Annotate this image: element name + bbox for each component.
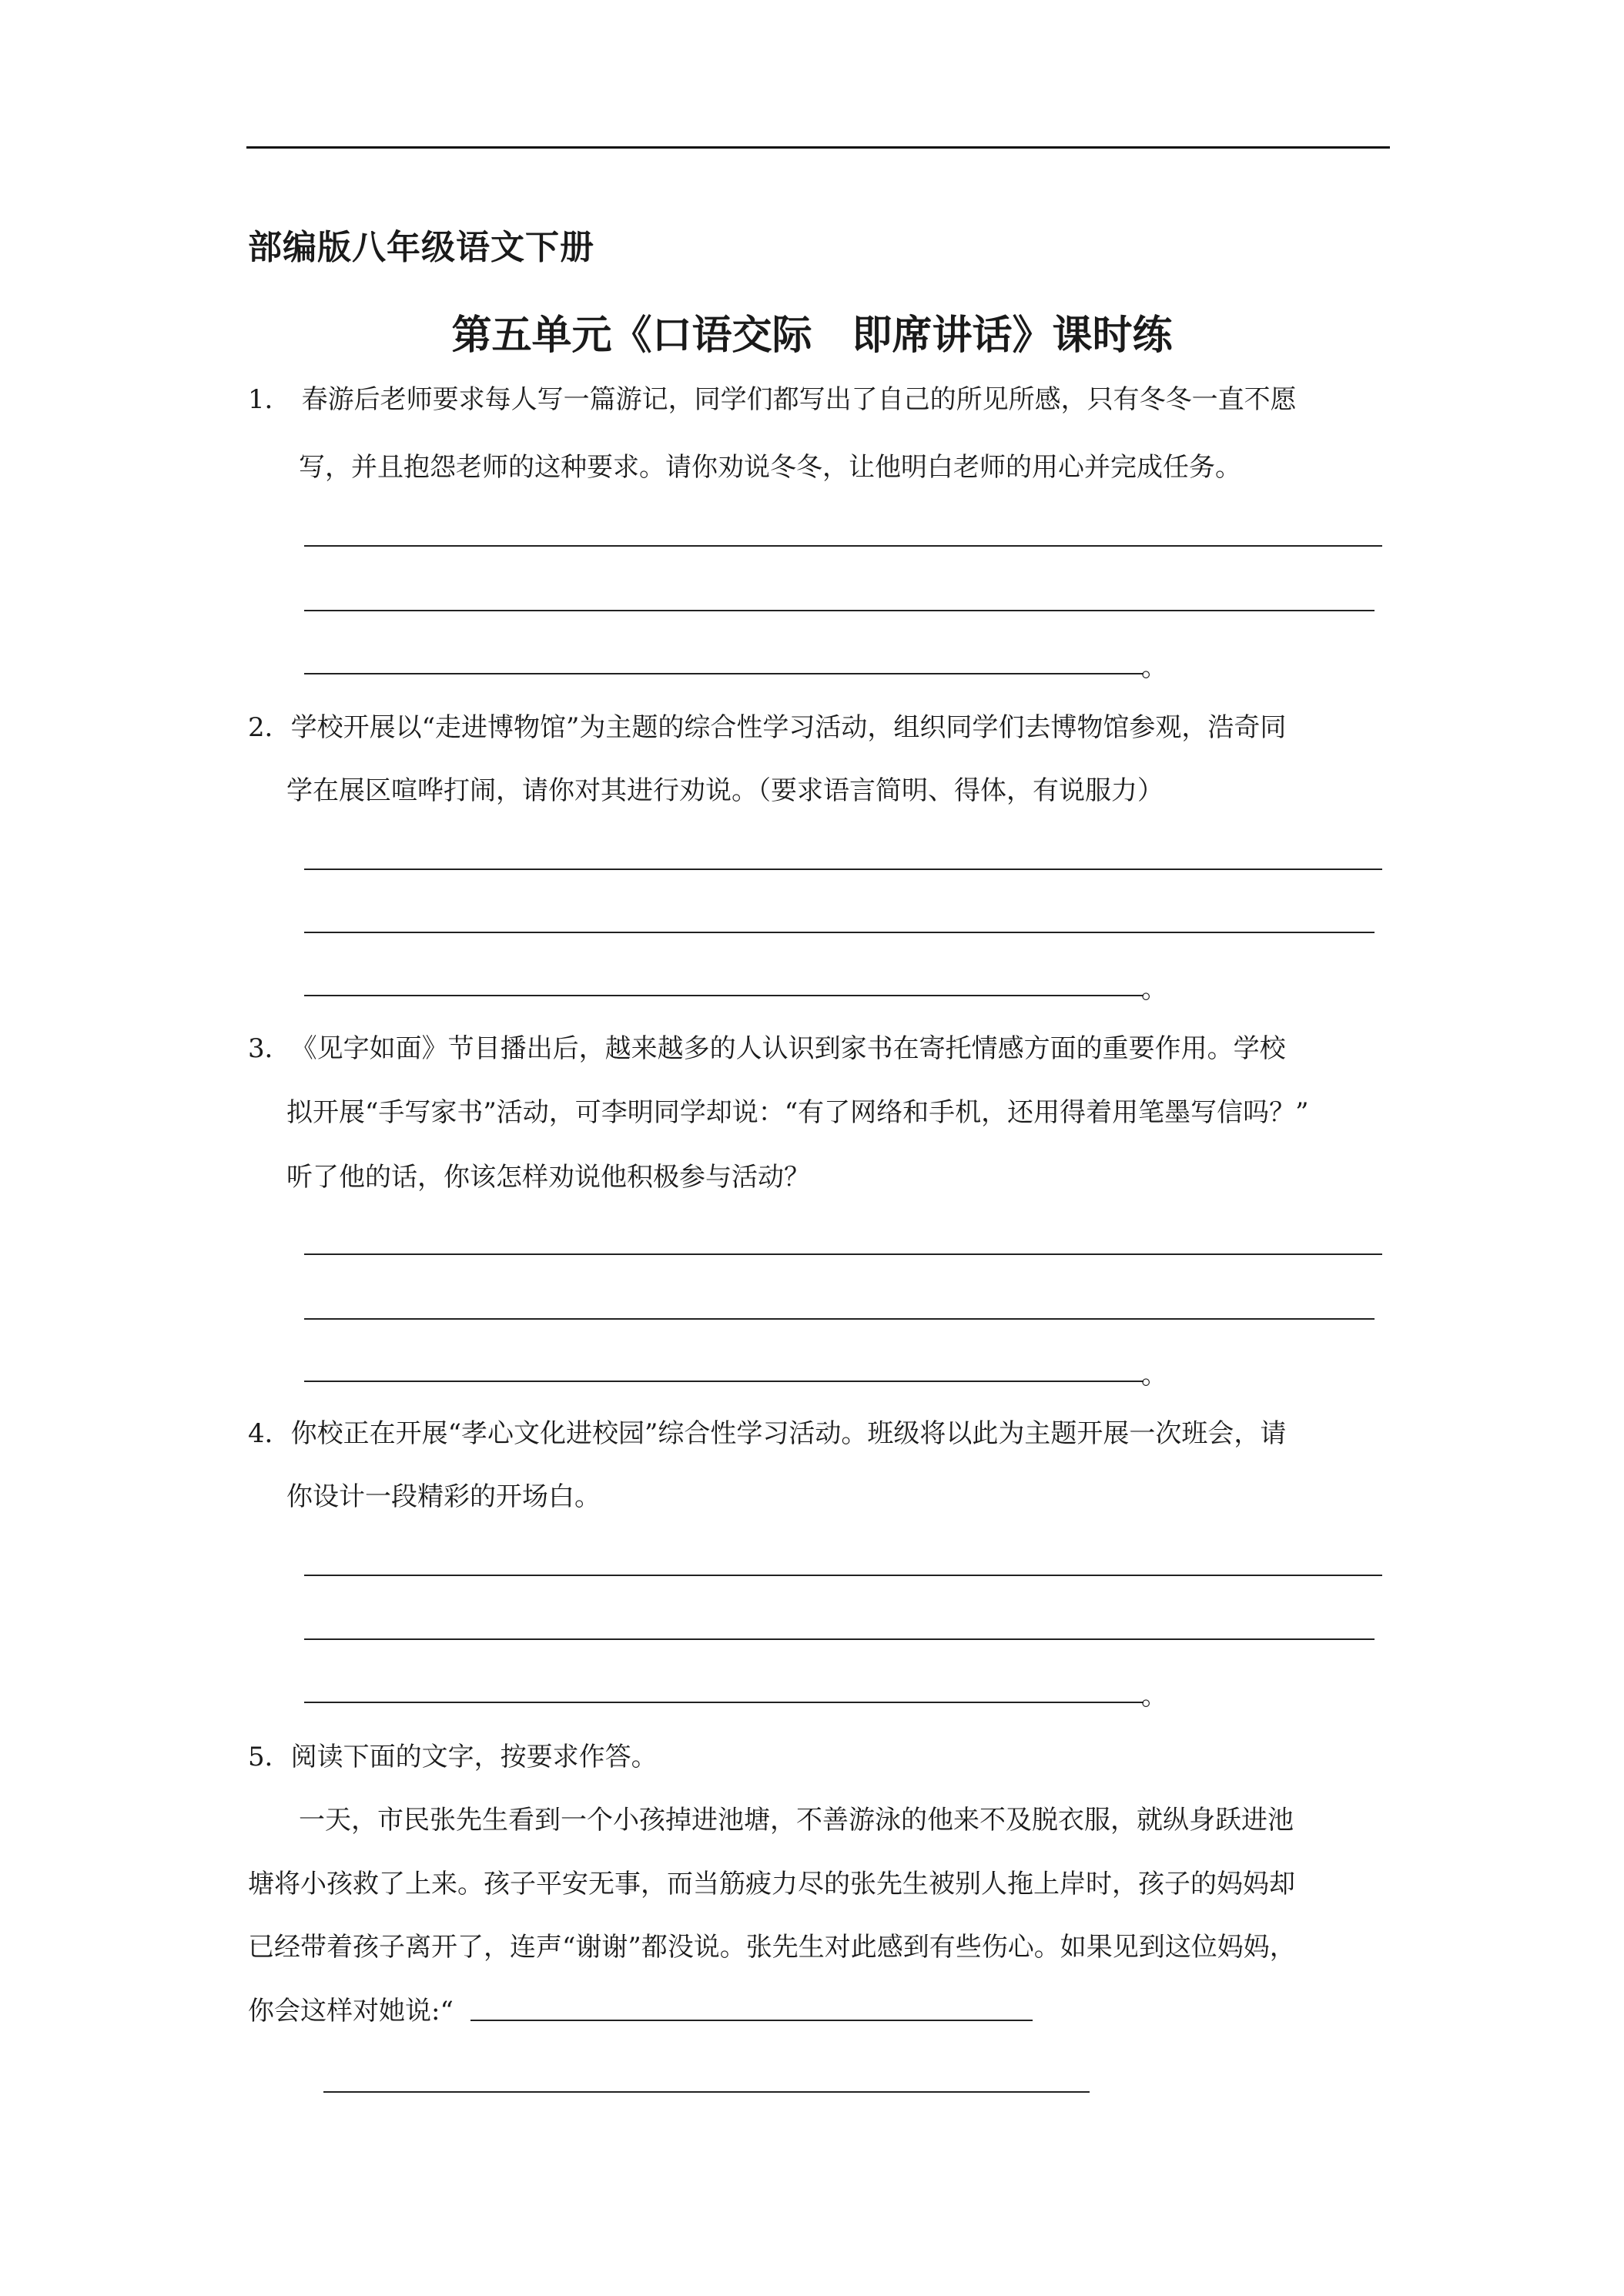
end-period: 。 <box>1141 652 1167 683</box>
answer-blank-1-2[interactable] <box>304 610 1375 611</box>
passage-line-4: 你会这样对她说:“ <box>248 1998 1033 2024</box>
series-title: 部编版八年级语文下册 <box>248 228 594 267</box>
answer-blank-2-3[interactable] <box>304 995 1143 996</box>
question-3-line-2: 拟开展“手写家书”活动，可李明同学却说：“有了网络和手机，还用得着用笔墨写信吗？” <box>286 1097 1309 1128</box>
question-number: 1． <box>248 384 291 415</box>
header-rule <box>246 146 1390 149</box>
question-4-line-1: 4．你校正在开展“孝心文化进校园”综合性学习活动。班级将以此为主题开展一次班会，请 <box>248 1418 1287 1449</box>
answer-blank-1-1[interactable] <box>304 545 1382 547</box>
passage-line-3: 已经带着孩子离开了，连声“谢谢”都没说。张先生对此感到有些伤心。如果见到这位妈妈， <box>248 1932 1296 1963</box>
answer-blank-3-2[interactable] <box>304 1318 1375 1320</box>
end-period: 。 <box>1141 1681 1167 1712</box>
answer-blank-3-1[interactable] <box>304 1253 1382 1255</box>
question-5-line-1: 5．阅读下面的文字，按要求作答。 <box>248 1742 658 1772</box>
question-3-line-1: 3．《见字如面》节目播出后，越来越多的人认识到家书在寄托情感方面的重要作用。学校 <box>248 1033 1286 1064</box>
answer-blank-4-3[interactable] <box>304 1702 1143 1703</box>
question-4-line-2: 你设计一段精彩的开场白。 <box>286 1481 601 1512</box>
answer-blank-5-2[interactable] <box>323 2091 1090 2093</box>
answer-blank-3-3[interactable] <box>304 1381 1143 1382</box>
passage-line-2: 塘将小孩救了上来。孩子平安无事，而当筋疲力尽的张先生被别人拖上岸时，孩子的妈妈却 <box>248 1869 1295 1899</box>
page-title: 第五单元《口语交际 即席讲话》课时练 <box>451 313 1173 359</box>
end-period: 。 <box>1141 974 1167 1005</box>
answer-blank-4-1[interactable] <box>304 1575 1382 1576</box>
answer-blank-4-2[interactable] <box>304 1638 1375 1640</box>
passage-line-1: 一天，市民张先生看到一个小孩掉进池塘，不善游泳的他来不及脱衣服，就纵身跃进池 <box>299 1805 1294 1836</box>
question-1-line-2: 写，并且抱怨老师的这种要求。请你劝说冬冬，让他明白老师的用心并完成任务。 <box>299 452 1241 483</box>
question-number: 4． <box>248 1418 291 1449</box>
question-1-line-1: 1． 春游后老师要求每人写一篇游记，同学们都写出了自己的所见所感，只有冬冬一直不愿 <box>248 384 1297 415</box>
question-number: 2． <box>248 712 291 743</box>
question-2-line-2: 学在展区喧哗打闹，请你对其进行劝说。（要求语言简明、得体，有说服力） <box>286 775 1164 806</box>
answer-blank-2-1[interactable] <box>304 869 1382 870</box>
answer-blank-1-3[interactable] <box>304 673 1143 674</box>
answer-blank-2-2[interactable] <box>304 932 1375 933</box>
question-number: 5． <box>248 1742 291 1772</box>
question-2-line-1: 2．学校开展以“走进博物馆”为主题的综合性学习活动，组织同学们去博物馆参观，浩奇同 <box>248 712 1287 743</box>
question-3-line-3: 听了他的话，你该怎样劝说他积极参与活动？ <box>286 1162 810 1193</box>
end-period: 。 <box>1141 1360 1167 1391</box>
question-number: 3． <box>248 1033 291 1064</box>
answer-blank-5-1[interactable] <box>470 2020 1033 2021</box>
